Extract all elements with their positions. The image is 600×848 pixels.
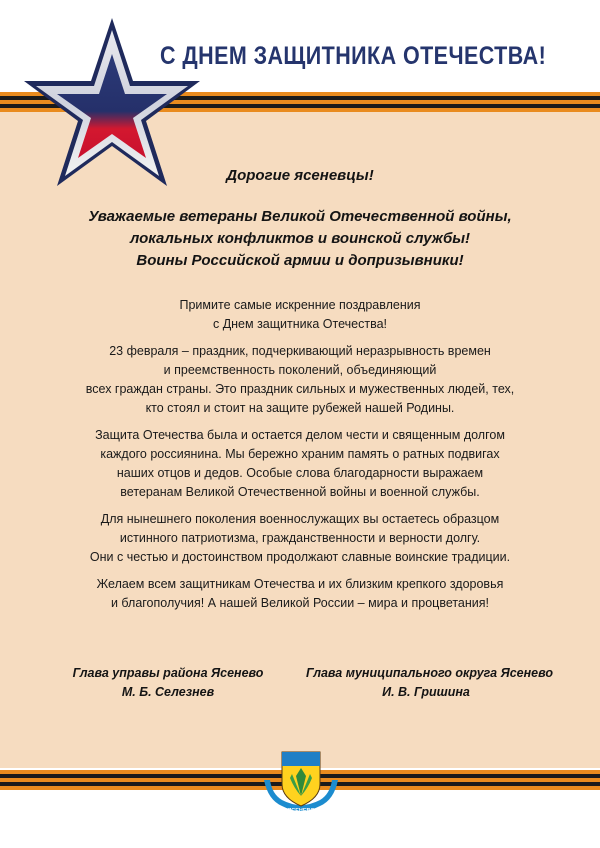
text-line: Защита Отечества была и остается делом чести и священным долгом (95, 428, 505, 442)
text-line: истинного патриотизма, гражданственности и верности долгу. (119, 531, 481, 545)
signature-name: М. Б. Селезнев (121, 685, 215, 699)
text-line: Для нынешнего поколения военнослужащих вы остаетесь образцом (100, 512, 500, 526)
paragraph (40, 510, 560, 567)
letter-body (40, 296, 560, 621)
text-line: Они с честью и достоинством продолжают славные воинские традиции. (89, 550, 511, 564)
greeting-veterans (0, 206, 600, 272)
text-line: Желаем всем защитникам Отечества и их близким крепкого здоровья (96, 577, 504, 591)
paragraph (40, 575, 560, 613)
paragraph (40, 296, 560, 334)
greeting-line: Воины Российской армии и допризывники! (136, 252, 464, 269)
signature-name: И. В. Гришина (382, 685, 470, 699)
paragraph (40, 426, 560, 502)
text-line: каждого россиянина. Мы бережно храним память о ратных подвигах (100, 447, 500, 461)
text-line: наших отцов и дедов. Особые слова благодарности выражаем (116, 466, 484, 480)
text-line: 23 февраля – праздник, подчеркивающий неразрывность времен (109, 344, 491, 358)
text-line: с Днем защитника Отечества! (212, 317, 388, 331)
text-line: ветеранам Великой Отечественной войны и военной службы. (120, 485, 480, 499)
signature-left (58, 664, 278, 702)
signature-title: Глава муниципального округа Ясенево (306, 666, 553, 680)
greeting-line: локальных конфликтов и воинской службы! (129, 230, 471, 247)
text-line: всех граждан страны. Это праздник сильных и мужественных людей, тех, (85, 382, 515, 396)
page-title: С ДНЕМ ЗАЩИТНИКА ОТЕЧЕСТВА! (160, 42, 547, 70)
emblem-label: ЯСЕНЕВО (287, 808, 315, 814)
text-line: Примите самые искренние поздравления (179, 298, 421, 312)
paragraph (40, 342, 560, 418)
text-line: и преемственность поколений, объединяющий (163, 363, 437, 377)
signature-right (306, 664, 553, 702)
text-line: и благополучия! А нашей Великой России – мира и процветания! (110, 596, 490, 610)
signature-title: Глава управы района Ясенево (72, 666, 264, 680)
greeting-residents: Дорогие ясеневцы! (226, 167, 374, 184)
text-line: кто стоял и стоит на защите рубежей нашей Родины. (145, 401, 455, 415)
coat-of-arms-icon (262, 750, 340, 816)
greeting-line: Уважаемые ветераны Великой Отечественной войны, (88, 208, 512, 225)
